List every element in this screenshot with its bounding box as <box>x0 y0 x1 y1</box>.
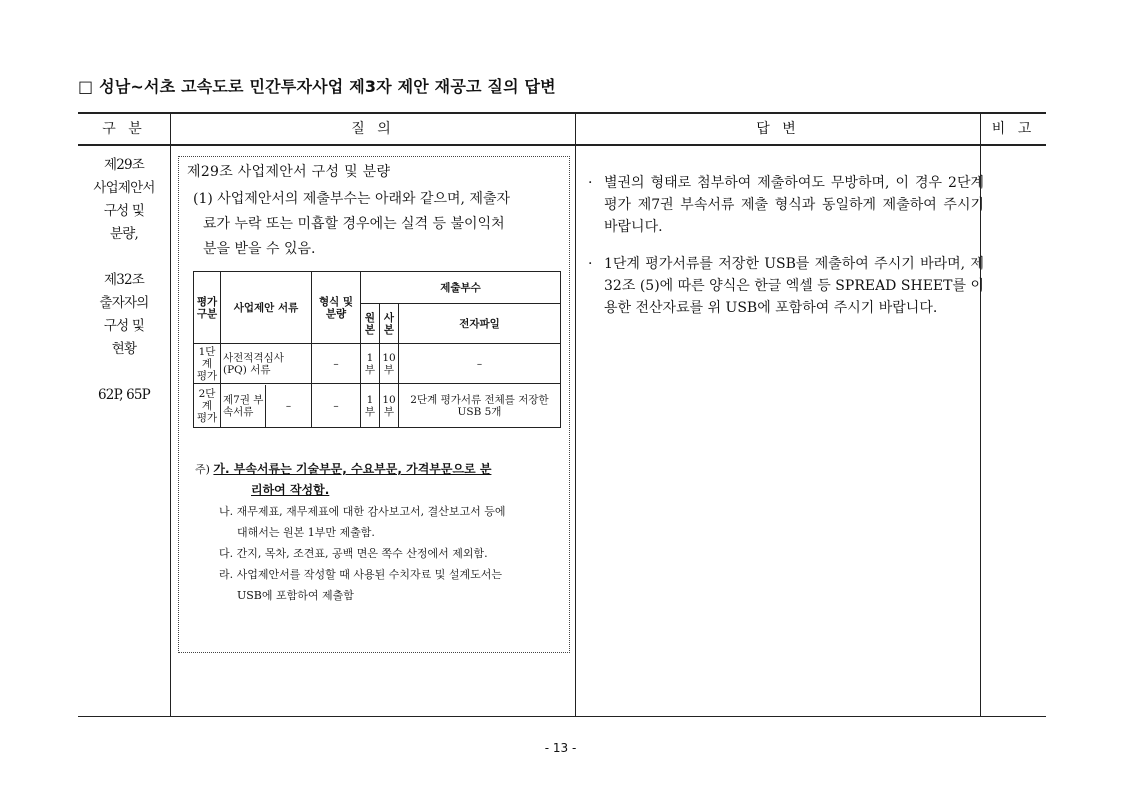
category-cell <box>78 154 170 407</box>
answer-item: · 1단계 평가서류를 저장한 USB를 제출하여 주시기 바라며, 제32조 (5)에 따른 양식은 한글 엑셀 등 SPREAD SHEET를 이용한 전산자료를 위 USB에 포함하여 주시기 바랍니다. <box>588 256 984 316</box>
page-title: □ 성남~서초 고속도로 민간투자사업 제3자 제안 재공고 질의 답변 <box>78 77 556 96</box>
th-file: 전자파일 <box>399 304 561 344</box>
th-copy: 사본 <box>380 304 399 344</box>
th-eval: 평가구분 <box>194 272 221 344</box>
table-header <box>78 114 1046 146</box>
header-remarks: 비 고 <box>991 121 1036 137</box>
answer-cell <box>588 172 984 334</box>
page-number: - 13 - <box>544 741 577 755</box>
divider <box>575 114 576 716</box>
question-title: 제29조 사업제안서 구성 및 분량 <box>187 164 391 180</box>
category-line: 구성 및 <box>103 318 145 334</box>
header-category: 구 분 <box>102 121 146 137</box>
category-line: 분량, <box>110 226 138 242</box>
th-form: 형식 및 분량 <box>312 272 361 344</box>
header-answer: 답 변 <box>756 121 800 137</box>
submission-table <box>193 271 561 428</box>
th-docs: 사업제안 서류 <box>221 272 312 344</box>
category-line: 현황 <box>111 341 137 357</box>
question-box <box>178 156 570 653</box>
category-line: 제32조 <box>103 272 145 288</box>
table-row: 1단계 평가 사전적격심사 (PQ) 서류 – 1부 10부 – <box>194 344 561 384</box>
category-line: 출자자의 <box>99 295 149 311</box>
th-submit: 제출부수 <box>361 272 561 304</box>
divider <box>170 114 171 716</box>
category-line: 구성 및 <box>103 203 145 219</box>
answer-item: · 별권의 형태로 첨부하여 제출하여도 무방하며, 이 경우 2단계 평가 제7권 부속서류 제출 형식과 동일하게 제출하여 주시기 바랍니다. <box>588 175 984 235</box>
category-line: 사업제안서 <box>93 180 155 196</box>
th-orig: 원본 <box>361 304 380 344</box>
table-row: 2단계 평가 제7권 부속서류 – – 1부 10부 2단계 평가서류 전체를 저장한 USB 5개 <box>194 384 561 428</box>
category-pages: 62P, 65P <box>98 387 150 403</box>
category-line: 제29조 <box>103 157 145 173</box>
qa-table <box>78 112 1046 717</box>
header-question: 질 의 <box>351 121 395 137</box>
question-paragraph: (1) 사업제안서의 제출부수는 아래와 같으며, 제출자 료가 누락 또는 미흡할 경우에는 실격 등 불이익처 분을 받을 수 있음. <box>193 191 511 257</box>
notes: 주) 가. 부속서류는 기술부문, 수요부문, 가격부문으로 분 리하여 작성함. 나. 재무제표, 재무제표에 대한 감사보고서, 결산보고서 등에 대해서는 원본 1부만 제출함. 다. 간지, 목차, 조견표, 공백 면은 쪽수 산정에서 제외함. 라. 사업제안서를 작성할 때 사용된 수치자료 및 설계도서는 USB에 포함하여 제출함 <box>195 462 506 602</box>
